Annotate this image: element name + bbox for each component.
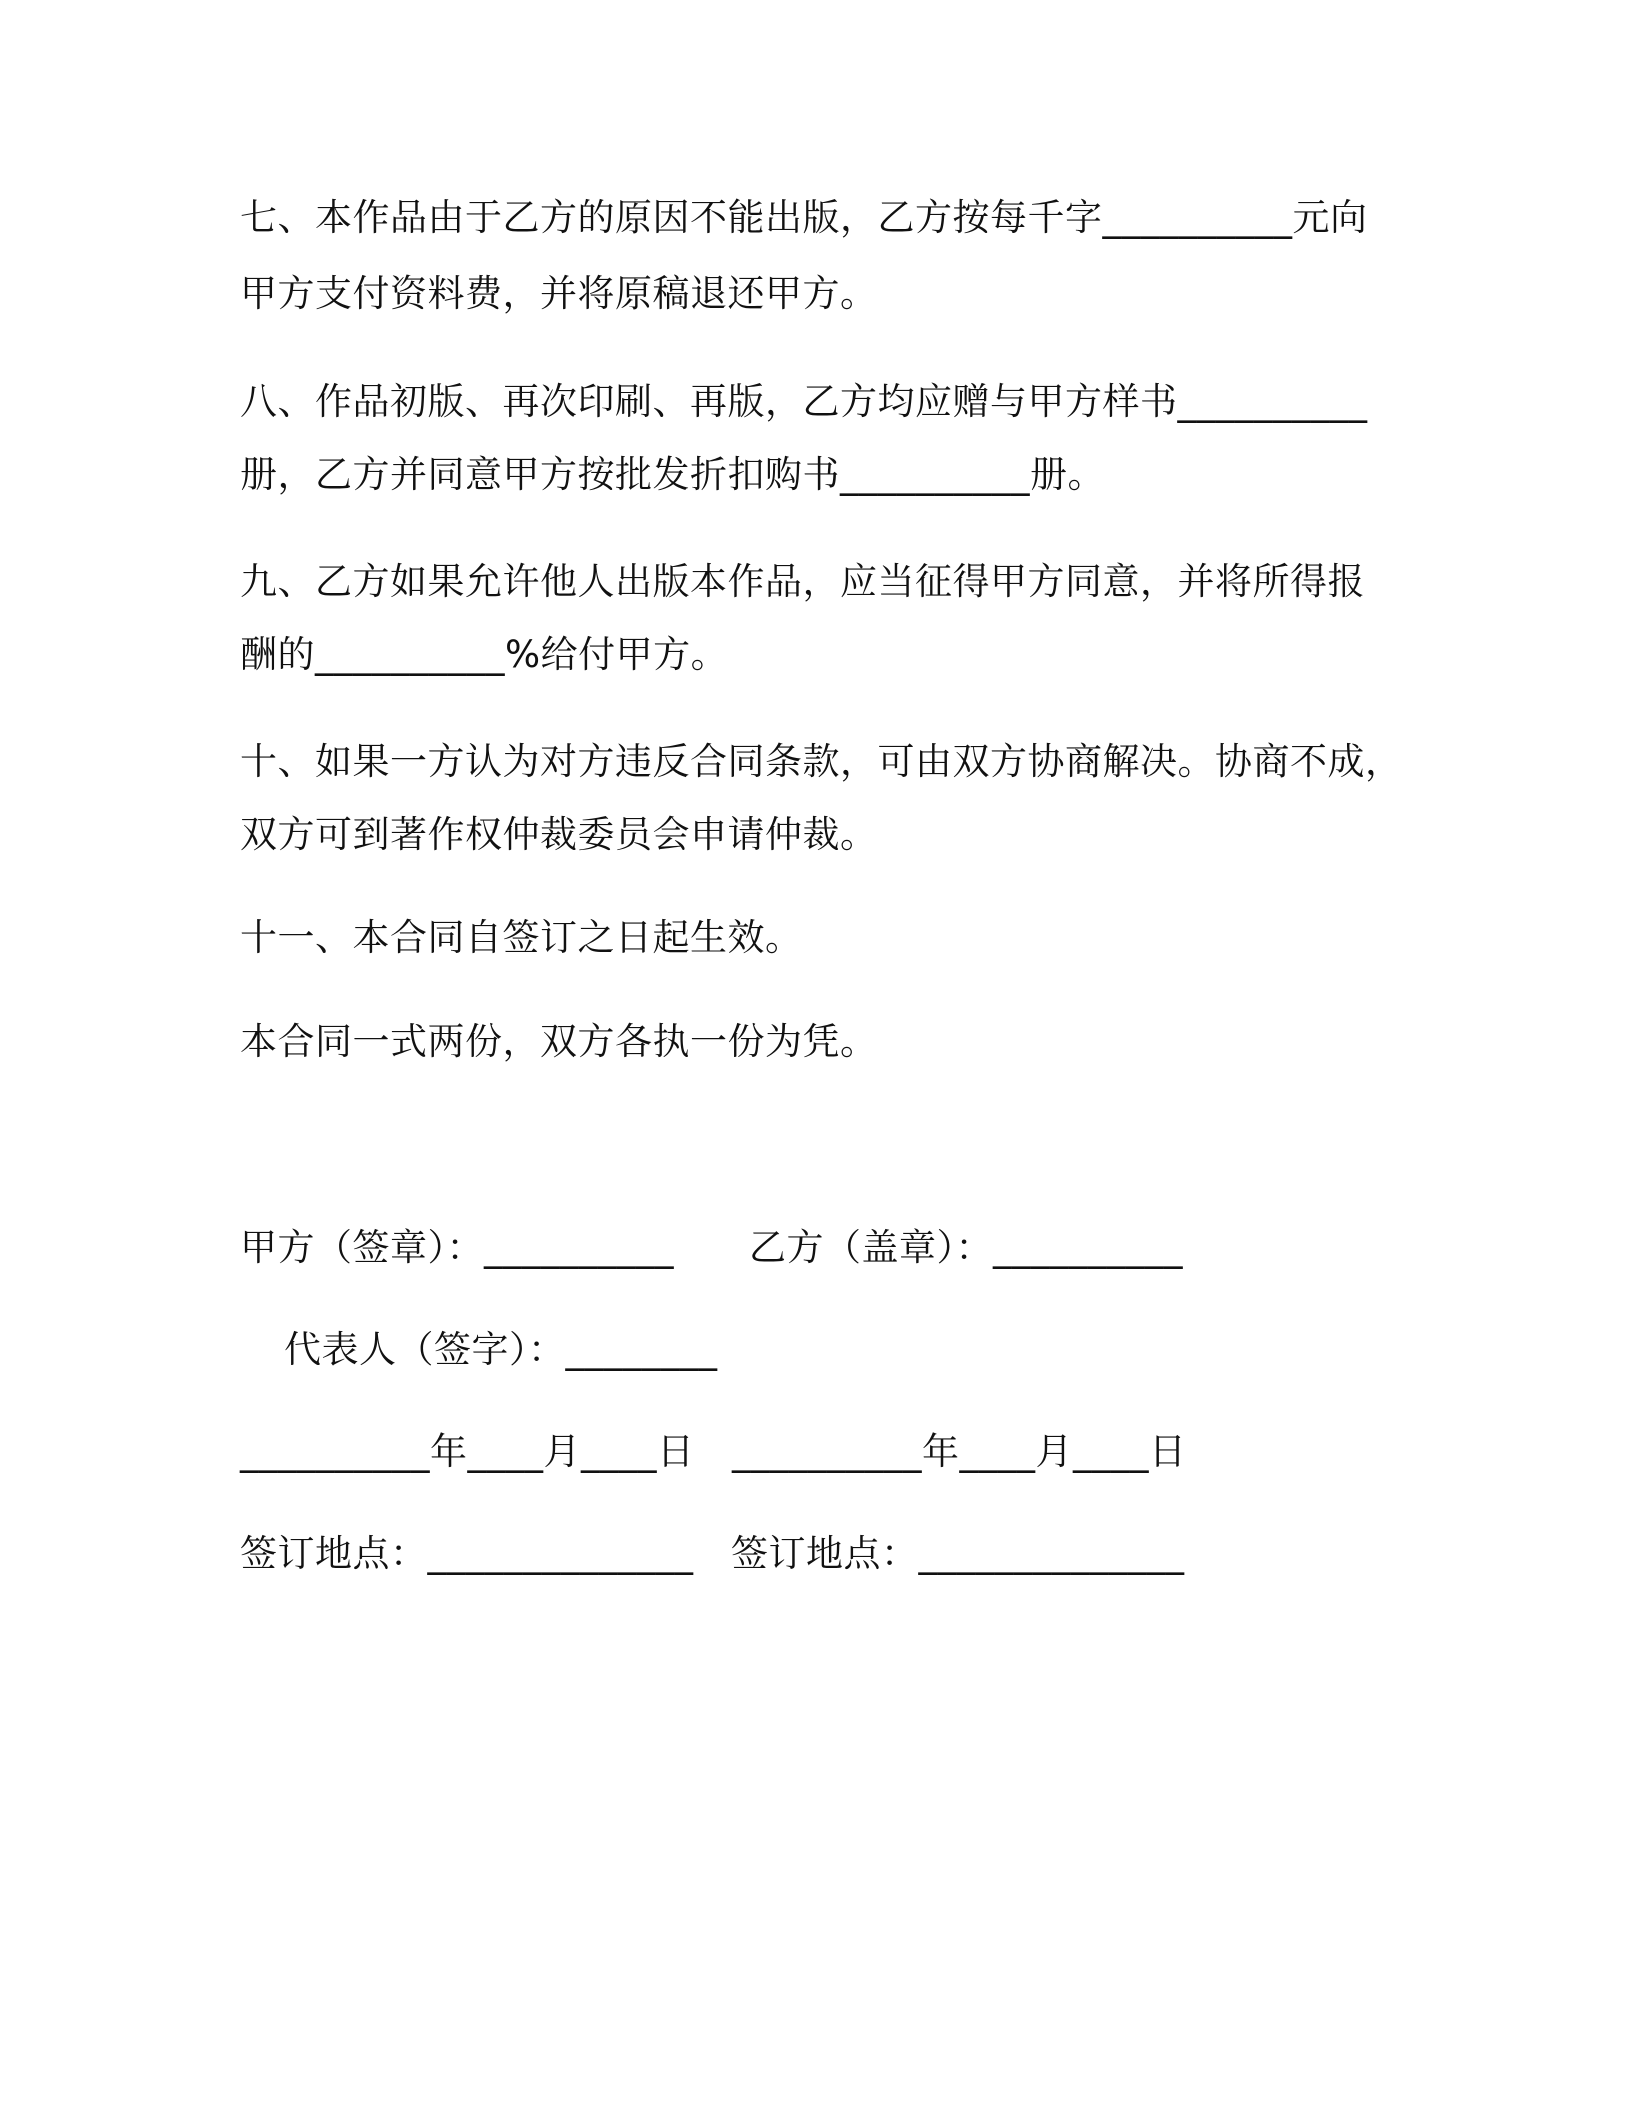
- clause-10-line-2: 双方可到著作权仲裁委员会申请仲裁。: [240, 813, 878, 856]
- signature-representative: 代表人（签字）：________: [284, 1328, 718, 1371]
- clause-11: 十一、本合同自签订之日起生效。: [240, 916, 803, 959]
- clause-7-line-2: 甲方支付资料费，并将原稿退还甲方。: [240, 272, 878, 315]
- clause-9-line-1: 九、乙方如果允许他人出版本作品，应当征得甲方同意，并将所得报: [240, 560, 1365, 603]
- clause-7-line-1: 七、本作品由于乙方的原因不能出版，乙方按每千字__________元向: [240, 196, 1368, 239]
- clause-8-line-1: 八、作品初版、再次印刷、再版，乙方均应赠与甲方样书__________: [240, 380, 1368, 423]
- signature-dates: __________年____月____日 __________年____月____日: [240, 1430, 1187, 1473]
- copies-clause: 本合同一式两份，双方各执一份为凭。: [240, 1020, 878, 1063]
- clause-9-line-2: 酬的__________%给付甲方。: [240, 633, 729, 676]
- signature-parties: 甲方（签章）：__________ 乙方（盖章）：__________: [240, 1226, 1183, 1269]
- clause-8-line-2: 册，乙方并同意甲方按批发折扣购书__________册。: [240, 453, 1105, 496]
- clause-10-line-1: 十、如果一方认为对方违反合同条款，可由双方协商解决。协商不成，: [240, 740, 1403, 783]
- signature-places: 签订地点：______________ 签订地点：______________: [240, 1532, 1185, 1575]
